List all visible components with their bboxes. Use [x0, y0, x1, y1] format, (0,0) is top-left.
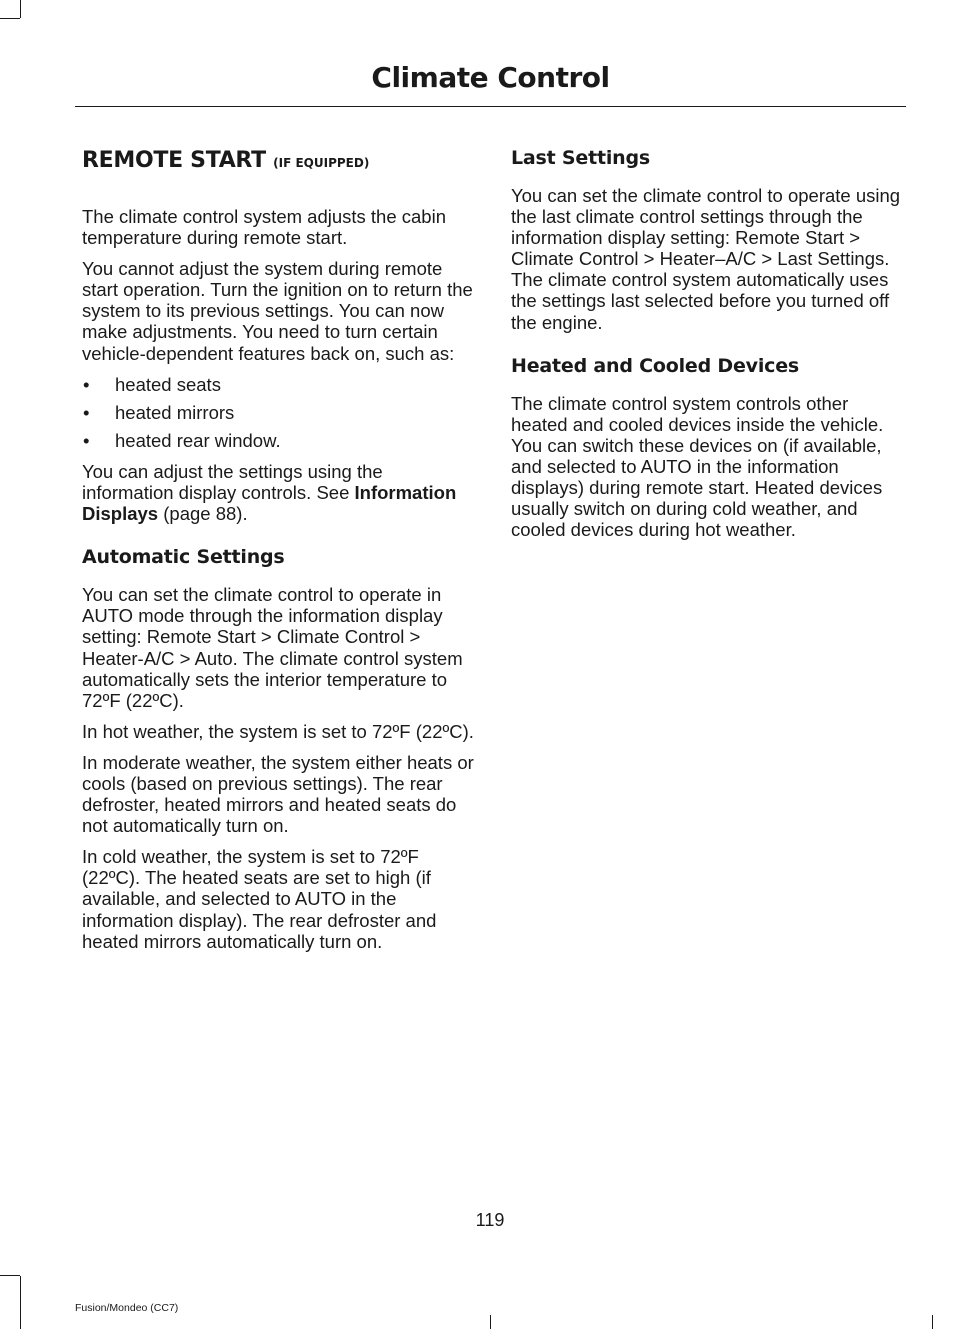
crop-mark-bottom-left-horizontal — [0, 1275, 20, 1276]
left-column — [82, 140, 474, 962]
heading-heated-cooled-devices: Heated and Cooled Devices — [511, 354, 800, 377]
automatic-paragraph-3: In moderate weather, the system either heats or cools (based on previous settings). The rear defroster, heated mirrors and heated seats do not automatically turn on. — [82, 751, 474, 837]
intro-paragraph-1: The climate control system adjusts the cabin temperature during remote start. — [82, 206, 446, 249]
list-item-text: heated mirrors — [115, 401, 235, 423]
bullet-icon: • — [83, 401, 90, 423]
list-item — [82, 402, 474, 423]
adjust-paragraph — [82, 461, 474, 524]
section-heading-text: REMOTE START — [82, 148, 266, 173]
intro-paragraph-2: You cannot adjust the system during remote start operation. Turn the ignition on to return the system to its previous settings. You can now make adjustments. You need to turn certain vehicle-dependent features back on, such as: — [82, 258, 473, 364]
page-number: 119 — [475, 1210, 505, 1230]
adjust-text: You can adjust the settings using the information display controls. See — [82, 460, 383, 504]
crop-mark-bottom-right-vertical-a — [932, 1315, 933, 1329]
automatic-paragraph-2: In hot weather, the system is set to 72ºF (22ºC). — [82, 720, 474, 742]
right-column — [511, 140, 903, 550]
title-divider — [75, 106, 906, 107]
crop-mark-top-left-vertical — [20, 0, 21, 18]
bullet-icon: • — [83, 373, 90, 395]
list-item-text: heated seats — [115, 373, 221, 395]
automatic-paragraph-1: You can set the climate control to operate in AUTO mode through the information display setting: Remote Start > Climate Control > Heater-A/C > Auto. The climate control system automatically sets the interior temperature to 72ºF (22ºC). — [82, 584, 463, 711]
list-item — [82, 374, 474, 395]
heated-cooled-paragraph: The climate control system controls other heated and cooled devices inside the vehicle. You can switch these devices on (if available, and selected to AUTO in the information displays) during remote start. Heated devices usually switch on during cold weather, and cooled devices during hot weather. — [511, 392, 884, 541]
section-heading-remote-start — [82, 146, 474, 178]
bullet-icon: • — [83, 429, 90, 451]
crop-mark-bottom-center-vertical — [490, 1315, 491, 1329]
footer-model-label: Fusion/Mondeo (CC7) — [75, 1302, 179, 1314]
information-displays-link[interactable]: Information Displays — [82, 482, 457, 525]
page-title: Climate Control — [371, 61, 610, 94]
crop-mark-bottom-left-vertical — [20, 1276, 21, 1329]
automatic-paragraph-4: In cold weather, the system is set to 72ºF (22ºC). The heated seats are set to high (if available, and selected to AUTO in the information display). The rear defroster and heated mirrors automatically turn on. — [82, 846, 437, 952]
list-item — [82, 430, 474, 451]
last-settings-paragraph: You can set the climate control to operate using the last climate control settings through the information display setting: Remote Start > Climate Control > Heater–A/C > Last Settings. The climate control system automatically uses the settings last selected before you turned off the engine. — [511, 185, 901, 333]
list-item-text: heated rear window. — [115, 429, 281, 451]
crop-mark-top-left-horizontal — [0, 18, 20, 19]
section-heading-note: (IF EQUIPPED) — [273, 156, 370, 170]
feature-list — [82, 374, 474, 451]
heading-automatic-settings: Automatic Settings — [82, 546, 285, 569]
heading-last-settings: Last Settings — [511, 147, 651, 169]
page-reference: (page 88). — [158, 503, 248, 525]
